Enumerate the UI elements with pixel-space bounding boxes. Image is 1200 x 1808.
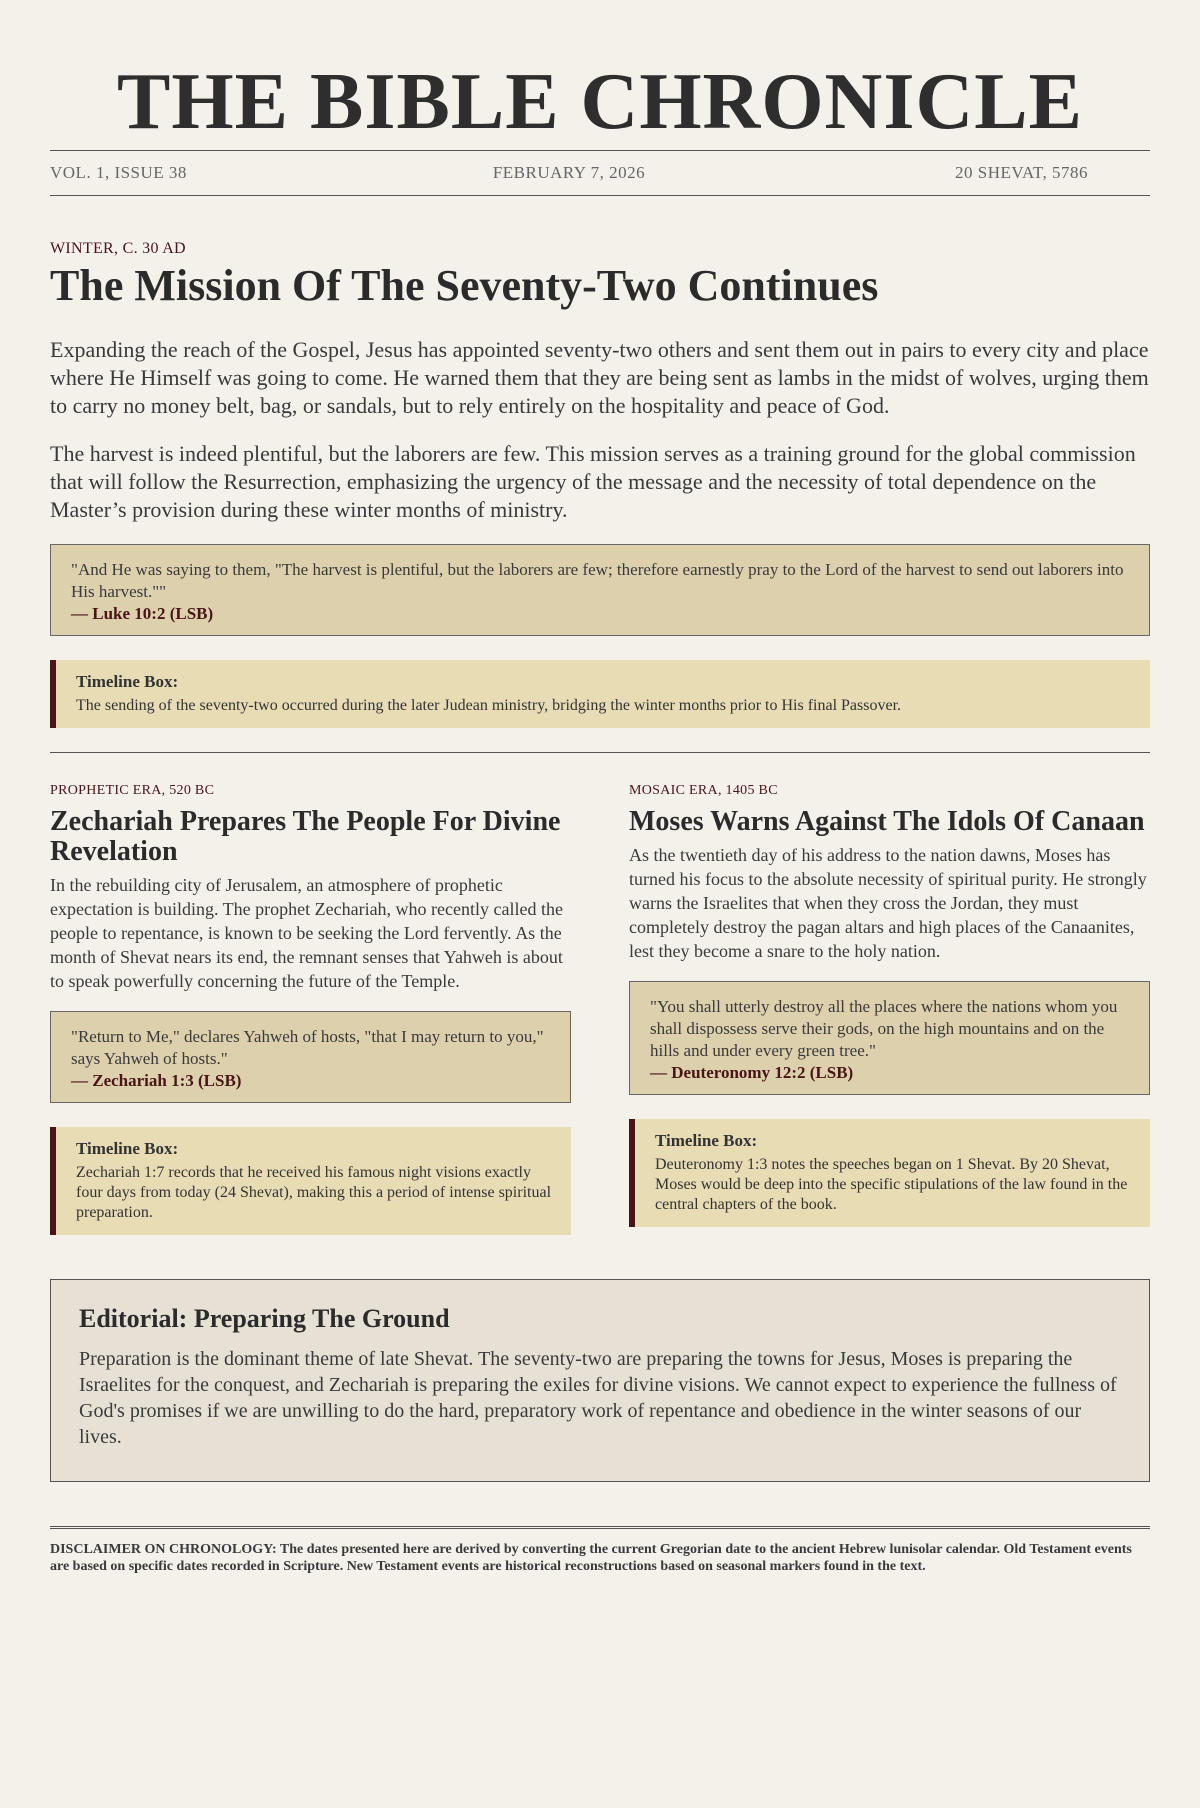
article-kicker: MOSAIC ERA, 1405 BC — [629, 783, 778, 798]
footer — [50, 1526, 1150, 1575]
lead-headline: The Mission Of The Seventy-Two Continues — [50, 261, 879, 310]
zechariah-article — [50, 783, 571, 1235]
timeline-text: The sending of the seventy-two occurred during the later Judean ministry, bridging the winter months prior to His final Passover. — [76, 697, 902, 714]
scripture-quote — [50, 1011, 571, 1103]
timeline-box — [629, 1119, 1150, 1227]
lead-scripture-quote — [50, 544, 1150, 636]
article-paragraph: In the rebuilding city of Jerusalem, an atmosphere of prophetic expectation is building. The prophet Zechariah, who recently called the people to repentance, is known to be seeking the Lord fervently. As the month of Shevat nears its end, the remnant senses that Yahweh is about to speak powerfully concerning the future of the Temple. — [50, 875, 563, 991]
timeline-label: Timeline Box: — [76, 672, 179, 691]
quote-reference: — Zechariah 1:3 (LSB) — [71, 1071, 242, 1090]
editorial-text: Preparation is the dominant theme of late Shevat. The seventy-two are preparing the towns for Jesus, Moses is preparing the Israelites for the conquest, and Zechariah is preparing the exiles for divine visions. We cannot expect to experience the fullness of God's promises if we are unwilling to do the hard, preparatory work of repentance and obedience in the winter seasons of our lives. — [79, 1348, 1117, 1448]
article-headline: Moses Warns Against The Idols Of Canaan — [629, 806, 1145, 837]
two-column-section — [50, 783, 1150, 1235]
gregorian-date: FEBRUARY 7, 2026 — [492, 163, 646, 182]
quote-reference: — Deuteronomy 12:2 (LSB) — [650, 1063, 854, 1082]
editorial-box — [50, 1279, 1150, 1482]
lead-paragraph: The harvest is indeed plentiful, but the laborers are few. This mission serves as a training ground for the global commission that will follow the Resurrection, emphasizing the urgency of the message and the necessity of total dependence on the Master’s provision during these winter months of ministry. — [50, 441, 1136, 522]
article-kicker: PROPHETIC ERA, 520 BC — [50, 783, 215, 798]
timeline-box — [50, 1127, 571, 1235]
editorial-title: Editorial: Preparing The Ground — [79, 1304, 450, 1333]
quote-reference: — Luke 10:2 (LSB) — [71, 604, 214, 623]
quote-text: "And He was saying to them, "The harvest is plentiful, but the laborers are few; therefore earnestly pray to the Lord of the harvest to send out laborers into His harvest."" — [71, 560, 1124, 601]
issue-number: VOL. 1, ISSUE 38 — [50, 163, 187, 182]
quote-text: "Return to Me," declares Yahweh of hosts, "that I may return to you," says Yahweh of hosts." — [71, 1027, 544, 1068]
masthead-title: THE BIBLE CHRONICLE — [117, 58, 1083, 146]
dateline — [50, 150, 1150, 196]
chronology-disclaimer: DISCLAIMER ON CHRONOLOGY: The dates presented here are derived by converting the current Gregorian date to the ancient Hebrew lunisolar calendar. Old Testament events are based on specific dates recorded in Scripture. New Testament events are historical reconstructions based on seasonal markers found in the text. — [50, 1542, 1132, 1574]
section-divider — [50, 752, 1150, 753]
timeline-label: Timeline Box: — [76, 1139, 179, 1158]
article-headline: Zechariah Prepares The People For Divine Revelation — [50, 806, 561, 867]
quote-text: "You shall utterly destroy all the places where the nations whom you shall dispossess serve their gods, on the high mountains and on the hills and under every green tree." — [650, 997, 1118, 1060]
lead-timeline-box — [50, 660, 1150, 728]
lead-paragraph: Expanding the reach of the Gospel, Jesus has appointed seventy-two others and sent them out in pairs to every city and place where He Himself was going to come. He warned them that they are being sent as lambs in the midst of wolves, urging them to carry no money belt, bag, or sandals, but to rely entirely on the hospitality and peace of God. — [50, 337, 1149, 418]
moses-article — [629, 783, 1150, 1235]
timeline-label: Timeline Box: — [655, 1131, 758, 1150]
hebrew-date: 20 SHEVAT, 5786 — [955, 163, 1088, 182]
article-paragraph: As the twentieth day of his address to the nation dawns, Moses has turned his focus to the absolute necessity of spiritual purity. He strongly warns the Israelites that when they cross the Jordan, they must completely destroy the pagan altars and high places of the Canaanites, lest they become a snare to the holy nation. — [629, 845, 1147, 961]
timeline-text: Zechariah 1:7 records that he received his famous night visions exactly four days from today (24 Shevat), making this a period of intense spiritual preparation. — [76, 1164, 552, 1221]
scripture-quote — [629, 981, 1150, 1095]
timeline-text: Deuteronomy 1:3 notes the speeches began on 1 Shevat. By 20 Shevat, Moses would be deep into the specific stipulations of the law found in the central chapters of the book. — [655, 1156, 1128, 1213]
lead-kicker: WINTER, C. 30 AD — [50, 240, 186, 257]
lead-article — [50, 240, 1150, 728]
